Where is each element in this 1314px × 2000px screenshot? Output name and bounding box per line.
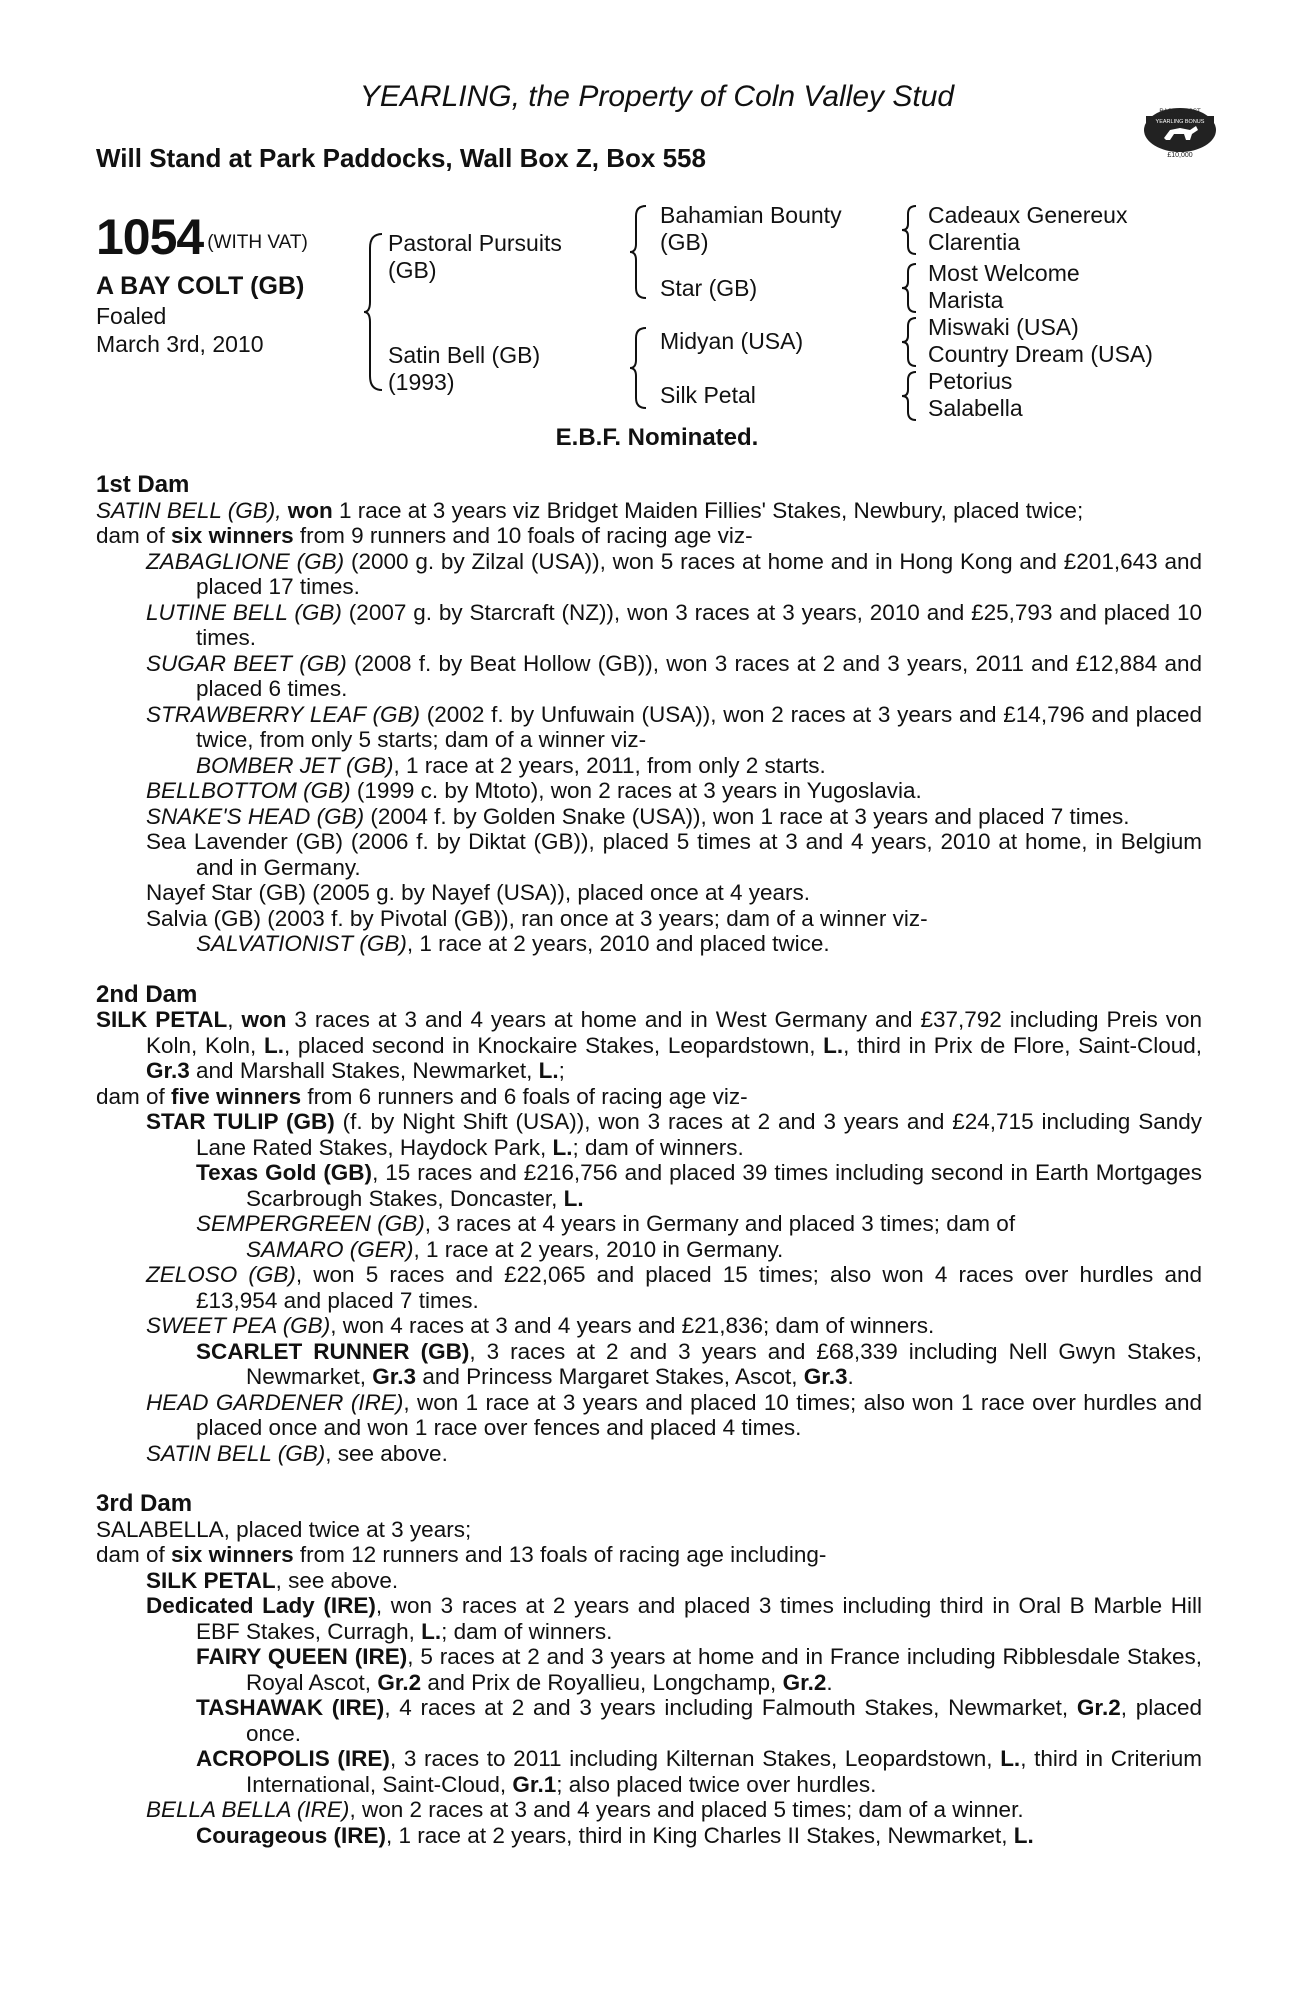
- pedigree-dam-sire: Midyan (USA): [660, 328, 804, 354]
- section-heading: 2nd Dam: [96, 980, 198, 1008]
- lot-name: A BAY COLT (GB): [96, 272, 305, 300]
- produce-subentry: SALVATIONIST (GB), 1 race at 2 years, 2010 and placed twice.: [196, 931, 830, 956]
- badge-line-1: RACING POST: [1159, 109, 1201, 115]
- dam-record: SALABELLA, placed twice at 3 years;: [96, 1516, 472, 1542]
- foaled-info: [96, 302, 263, 358]
- produce-entry: Dedicated Lady (IRE), won 3 races at 2 years and placed 3 times including third in Oral B Marble Hill EBF Stakes, Curragh, L.; dam of winners.: [146, 1593, 1202, 1644]
- dam-record: SILK PETAL, won 3 races at 3 and 4 years at home and in West Germany and £37,792 including Preis von Koln, Koln, L., placed second in Knockaire Stakes, Leopardstown, L., third in Prix de Flore, Saint-Cloud, Gr.3 and Marshall Stakes, Newmarket, L.;: [96, 1007, 1202, 1083]
- produce-subentry: BOMBER JET (GB), 1 race at 2 years, 2011, from only 2 starts.: [196, 752, 826, 778]
- produce-entry: SNAKE'S HEAD (GB) (2004 f. by Golden Snake (USA)), won 1 race at 3 years and placed 7 times.: [146, 803, 1130, 829]
- produce-entry: HEAD GARDENER (IRE), won 1 race at 3 years and placed 10 times; also won 1 race over hurdles and placed once and won 1 race over fences and placed 4 times.: [146, 1389, 1202, 1440]
- lot-header: [96, 208, 308, 266]
- bonus-badge-icon: [1140, 100, 1220, 160]
- pedigree-sire-dam: Star (GB): [660, 275, 758, 301]
- produce-entry: STAR TULIP (GB) (f. by Night Shift (USA)), won 3 races at 2 and 3 years and £24,715 including Sandy Lane Rated Stakes, Haydock Park, L.; dam of winners.: [146, 1109, 1203, 1160]
- dam-year: (1993): [388, 369, 455, 395]
- produce-subentry: Texas Gold (GB), 15 races and £216,756 and placed 39 times including second in Earth Mortgages Scarbrough Stakes, Doncaster, L.: [196, 1160, 1202, 1211]
- pedigree-g2: Clarentia: [928, 229, 1021, 255]
- badge-line-2: YEARLING BONUS: [1155, 119, 1205, 125]
- sire-origin: (GB): [388, 257, 437, 283]
- dam-record: SATIN BELL (GB), won 1 race at 3 years viz Bridget Maiden Fillies' Stakes, Newbury, placed twice;: [96, 497, 1084, 523]
- pedigree-g7: Petorius: [928, 368, 1013, 394]
- produce-entry: Sea Lavender (GB) (2006 f. by Diktat (GB)), placed 5 times at 3 and 4 years, 2010 at home, in Belgium and in Germany.: [146, 829, 1202, 880]
- brace-ss: [900, 204, 918, 256]
- badge-line-3: £10,000: [1167, 152, 1193, 159]
- pedigree-dam: [388, 342, 540, 396]
- pedigree-dam-dam: Silk Petal: [660, 382, 756, 408]
- ebf-nominated: E.B.F. Nominated.: [555, 424, 759, 451]
- sire-name: Pastoral Pursuits: [388, 230, 562, 256]
- pedigree-g6: Country Dream (USA): [928, 341, 1153, 367]
- pedigree-g8: Salabella: [928, 395, 1023, 421]
- produce-entry: BELLA BELLA (IRE), won 2 races at 3 and 4 years and placed 5 times; dam of a winner.: [146, 1797, 1024, 1822]
- produce-entry: SUGAR BEET (GB) (2008 f. by Beat Hollow (GB)), won 3 races at 2 and 3 years, 2011 and £12,884 and placed 6 times.: [146, 650, 1202, 701]
- dam-brace: [628, 326, 648, 410]
- produce-subentry: SCARLET RUNNER (GB), 3 races at 2 and 3 years and £68,339 including Nell Gwyn Stakes, Newmarket, Gr.3 and Princess Margaret Stakes, Ascot, Gr.3.: [196, 1338, 1202, 1389]
- pedigree-g3: Most Welcome: [928, 260, 1080, 286]
- brace-dd: [900, 370, 918, 422]
- produce-entry: SATIN BELL (GB), see above.: [146, 1440, 448, 1466]
- ss-origin: (GB): [660, 229, 709, 255]
- produce-entry: SILK PETAL, see above.: [146, 1567, 399, 1593]
- produce-subentry: Courageous (IRE), 1 race at 2 years, third in King Charles II Stakes, Newmarket, L.: [196, 1822, 1034, 1848]
- ss-name: Bahamian Bounty: [660, 202, 842, 228]
- foaled-label: Foaled: [96, 303, 167, 329]
- produce-entry: BELLBOTTOM (GB) (1999 c. by Mtoto), won 2 races at 3 years in Yugoslavia.: [146, 778, 922, 803]
- produce-entry: STRAWBERRY LEAF (GB) (2002 f. by Unfuwain (USA)), won 2 races at 3 years and £14,796 and placed twice, from only 5 starts; dam of a winner viz-: [146, 701, 1202, 752]
- foaled-date: March 3rd, 2010: [96, 331, 264, 357]
- pedigree-g4: Marista: [928, 287, 1004, 313]
- dam-produce-summary: dam of five winners from 6 runners and 6 foals of racing age viz-: [96, 1083, 748, 1109]
- produce-subentry: SAMARO (GER), 1 race at 2 years, 2010 in Germany.: [246, 1236, 784, 1262]
- sire-dam-brace: [362, 232, 384, 392]
- produce-subentry: ACROPOLIS (IRE), 3 races to 2011 including Kilternan Stakes, Leopardstown, L., third in Criterium International, Saint-Cloud, Gr.1; also placed twice over hurdles.: [196, 1746, 1202, 1797]
- produce-entry: Salvia (GB) (2003 f. by Pivotal (GB)), ran once at 3 years; dam of a winner viz-: [146, 905, 928, 931]
- produce-entry: ZABAGLIONE (GB) (2000 g. by Zilzal (USA)), won 5 races at home and in Hong Kong and £201,643 and placed 17 times.: [146, 548, 1202, 599]
- pedigree-g1: Cadeaux Genereux: [928, 202, 1128, 228]
- produce-entry: ZELOSO (GB), won 5 races and £22,065 and placed 15 times; also won 4 races over hurdles and £13,954 and placed 7 times.: [146, 1262, 1202, 1313]
- section-heading: 3rd Dam: [96, 1490, 193, 1517]
- dam-produce-summary: dam of six winners from 9 runners and 10 foals of racing age viz-: [96, 523, 753, 548]
- pedigree-sire: [388, 230, 562, 284]
- section-heading: 1st Dam: [96, 471, 190, 498]
- lot-number: 1054: [96, 209, 204, 265]
- dam-produce-summary: dam of six winners from 12 runners and 13 foals of racing age including-: [96, 1542, 827, 1567]
- pedigree-sire-sire: [660, 202, 842, 256]
- vat-note: (WITH VAT): [207, 232, 308, 253]
- produce-subentry: TASHAWAK (IRE), 4 races at 2 and 3 years including Falmouth Stakes, Newmarket, Gr.2, placed once.: [196, 1695, 1202, 1746]
- produce-entry: LUTINE BELL (GB) (2007 g. by Starcraft (NZ)), won 3 races at 3 years, 2010 and £25,793 and placed 10 times.: [146, 599, 1202, 650]
- sire-brace: [628, 204, 648, 300]
- pedigree-g5: Miswaki (USA): [928, 314, 1079, 340]
- brace-ds: [900, 316, 918, 368]
- stand-location: Will Stand at Park Paddocks, Wall Box Z, Box 558: [96, 143, 706, 173]
- dam-name: Satin Bell (GB): [388, 342, 541, 368]
- produce-subentry: FAIRY QUEEN (IRE), 5 races at 2 and 3 years at home and in France including Ribblesdale Stakes, Royal Ascot, Gr.2 and Prix de Royallieu, Longchamp, Gr.2.: [196, 1644, 1202, 1695]
- brace-sd: [900, 262, 918, 314]
- produce-entry: Nayef Star (GB) (2005 g. by Nayef (USA)), placed once at 4 years.: [146, 880, 811, 905]
- produce-entry: SWEET PEA (GB), won 4 races at 3 and 4 years and £21,836; dam of winners.: [146, 1313, 935, 1338]
- catalogue-title: YEARLING, the Property of Coln Valley Stud: [359, 80, 955, 113]
- first-dam-section: [96, 472, 1202, 1848]
- produce-subentry: SEMPERGREEN (GB), 3 races at 4 years in Germany and placed 3 times; dam of: [196, 1211, 1016, 1236]
